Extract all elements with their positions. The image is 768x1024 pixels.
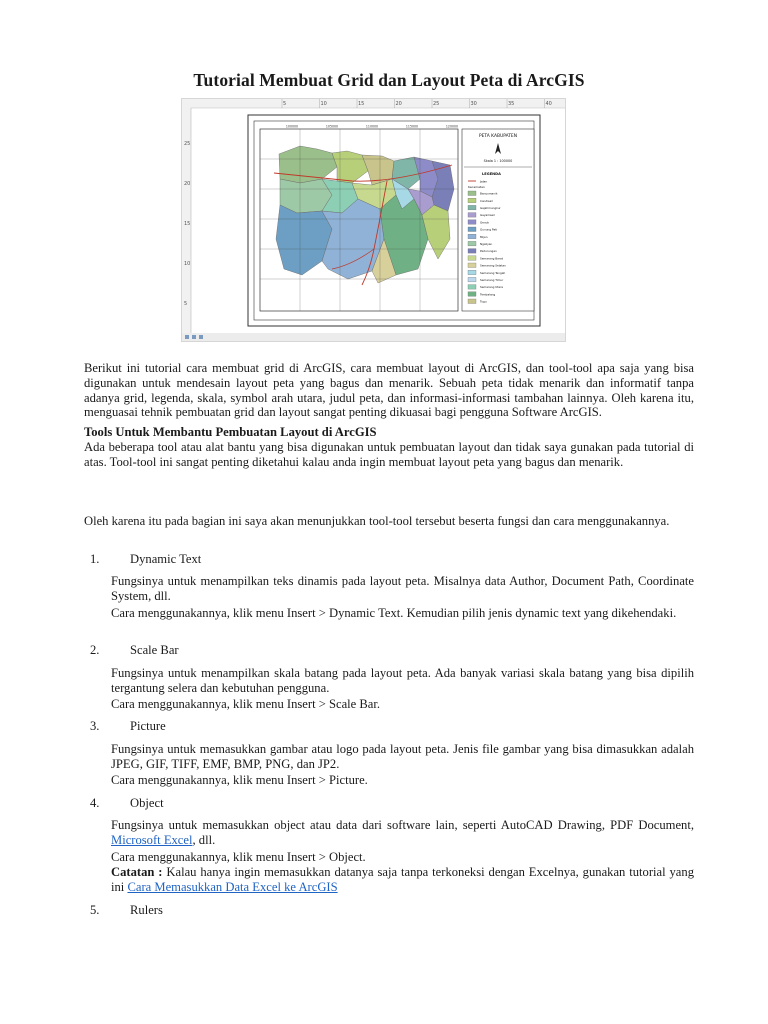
- section-paragraph-1: Ada beberapa tool atau alat bantu yang bisa digunakan untuk pembuatan layout dan tidak saya gunakan pada tutorial di atas. Tool-tool ini sangat penting diketahui kalau anda ingin membuat layout peta yang bagus dan menarik.: [84, 440, 694, 469]
- list-number: 3.: [90, 719, 100, 733]
- ruler-top-label: 30: [470, 101, 477, 107]
- svg-text:Kecamatan: Kecamatan: [468, 185, 485, 189]
- note-text: Kalau hanya ingin memasukkan datanya saja tanpa terkoneksi dengan Excelnya, gunakan tutorial yang ini: [111, 865, 694, 894]
- legend-label: Gayamsari: [480, 213, 496, 218]
- legend-swatch: [468, 220, 476, 225]
- legend-swatch: [468, 263, 476, 268]
- note-label: Catatan :: [111, 865, 163, 879]
- list-number: 1.: [90, 552, 100, 566]
- picture-howto: Cara menggunakannya, klik menu Insert > Picture.: [111, 773, 368, 787]
- legend-label: Gunung Pati: [480, 227, 498, 232]
- legend-swatch: [468, 234, 476, 239]
- grid-coordinate-label: 100000: [285, 124, 299, 129]
- legend-swatch: [468, 285, 476, 290]
- grid-coordinate-label: 105000: [325, 124, 339, 129]
- page-title: Tutorial Membuat Grid dan Layout Peta di ArcGIS: [193, 70, 585, 90]
- object-description-text: Fungsinya untuk memasukkan object atau data dari software lain, seperti AutoCAD Drawing, PDF Document,: [111, 818, 694, 832]
- legend-label: Semarang Utara: [480, 285, 503, 290]
- legend-swatch: [468, 277, 476, 282]
- ruler-left-label: 25: [184, 141, 191, 147]
- legend-swatch: [468, 299, 476, 304]
- ruler-top-label: 5: [283, 101, 287, 107]
- legend-swatch: [468, 227, 476, 232]
- section-paragraph-2: Oleh karena itu pada bagian ini saya akan menunjukkan tool-tool tersebut beserta fungsi dan cara menggunakannya.: [84, 514, 670, 528]
- list-label: Object: [130, 796, 164, 810]
- legend-label: Genuk: [480, 220, 490, 225]
- list-label: Dynamic Text: [130, 552, 202, 566]
- ruler-left-label: 5: [184, 301, 188, 307]
- object-howto: Cara menggunakannya, klik menu Insert > Object.: [111, 850, 366, 864]
- legend-swatch: [468, 213, 476, 218]
- legend-label: Semarang Tengah: [480, 270, 506, 275]
- list-number: 5.: [90, 903, 100, 917]
- svg-text:Skala 1 : 100000: Skala 1 : 100000: [483, 159, 513, 163]
- object-description-suffix: , dll.: [192, 832, 216, 847]
- svg-text:Jalan: Jalan: [480, 179, 488, 184]
- list-label: Scale Bar: [130, 643, 179, 657]
- legend-swatch: [468, 198, 476, 203]
- scale-bar-howto: Cara menggunakannya, klik menu Insert > Scale Bar.: [111, 697, 381, 711]
- svg-text:PETA KABUPATEN: PETA KABUPATEN: [479, 134, 517, 139]
- legend-label: Gajahmungkur: [480, 206, 501, 210]
- arcgis-layout-image: [182, 99, 565, 341]
- legend-label: Candisari: [480, 198, 494, 203]
- legend-label: Tembalang: [480, 292, 496, 297]
- grid-coordinate-label: 110000: [365, 124, 379, 129]
- intro-paragraph: Berikut ini tutorial cara membuat grid di ArcGIS, cara membuat layout di ArcGIS, dan tool-tool apa saja yang bisa digunakan untuk mendesain layout peta yang bagus dan menarik. Sebuah peta tidak menarik dan informatif tanpa adanya grid, legenda, skala, symbol arah utara, judul peta, dan informasi-informasi tambahan lainnya. Oleh karena itu, menguasai tehnik pembuatan grid dan layout sangat penting dikuasai bagi pengguna Software ArcGIS.: [84, 361, 694, 420]
- legend-swatch: [468, 241, 476, 246]
- ruler-top-label: 20: [395, 101, 402, 107]
- list-number: 4.: [90, 796, 100, 810]
- ruler-top-label: 15: [358, 101, 365, 107]
- list-label: Picture: [130, 719, 166, 733]
- arcgis-layout-figure: [181, 98, 566, 342]
- legend-swatch: [468, 205, 476, 210]
- ruler-top-label: 40: [545, 101, 552, 107]
- ruler-left-label: 20: [184, 181, 191, 187]
- object-description: [111, 818, 694, 848]
- ruler-left-label: 10: [184, 261, 191, 267]
- legend-label: Ngaliyan: [480, 242, 493, 246]
- section-heading: Tools Untuk Membantu Pembuatan Layout di ArcGIS: [84, 425, 377, 439]
- excel-to-arcgis-link[interactable]: Cara Memasukkan Data Excel ke ArcGIS: [127, 879, 338, 894]
- legend-label: Mijen: [480, 234, 488, 239]
- ruler-top-label: 25: [433, 101, 440, 107]
- legend-label: Banyumanik: [480, 191, 498, 196]
- legend-label: Semarang Barat: [480, 256, 503, 261]
- legend-swatch: [468, 292, 476, 297]
- dynamic-text-howto: Cara menggunakannya, klik menu Insert > Dynamic Text. Kemudian pilih jenis dynamic text yang dikehendaki.: [111, 606, 677, 620]
- ruler-top-label: 35: [508, 101, 515, 107]
- legend-label: Semarang Timur: [480, 278, 504, 282]
- microsoft-excel-link[interactable]: Microsoft Excel: [111, 832, 193, 847]
- object-note: [111, 865, 694, 895]
- svg-text:LEGENDA: LEGENDA: [482, 172, 501, 176]
- dynamic-text-description: Fungsinya untuk menampilkan teks dinamis pada layout peta. Misalnya data Author, Document Path, Coordinate System, dll.: [111, 574, 694, 603]
- legend-swatch: [468, 191, 476, 196]
- list-label: Rulers: [130, 903, 163, 917]
- legend-swatch: [468, 249, 476, 254]
- legend-label: Tugu: [480, 299, 487, 304]
- legend-label: Pedurungan: [480, 249, 497, 254]
- list-number: 2.: [90, 643, 100, 657]
- legend-label: Semarang Selatan: [480, 263, 506, 268]
- legend-swatch: [468, 256, 476, 260]
- legend-swatch: [468, 270, 476, 275]
- picture-description: Fungsinya untuk memasukkan gambar atau logo pada layout peta. Jenis file gambar yang bisa dimasukkan adalah JPEG, GIF, TIFF, EMF, BMP, PNG, dan JP2.: [111, 742, 694, 771]
- ruler-top-label: 10: [320, 101, 327, 107]
- grid-coordinate-label: 120000: [445, 124, 459, 129]
- scale-bar-description: Fungsinya untuk menampilkan skala batang pada layout peta. Ada banyak variasi skala batang yang bisa dipilih tergantung selera dan kebutuhan pengguna.: [111, 666, 694, 695]
- ruler-left-label: 15: [184, 221, 191, 227]
- grid-coordinate-label: 115000: [405, 124, 419, 129]
